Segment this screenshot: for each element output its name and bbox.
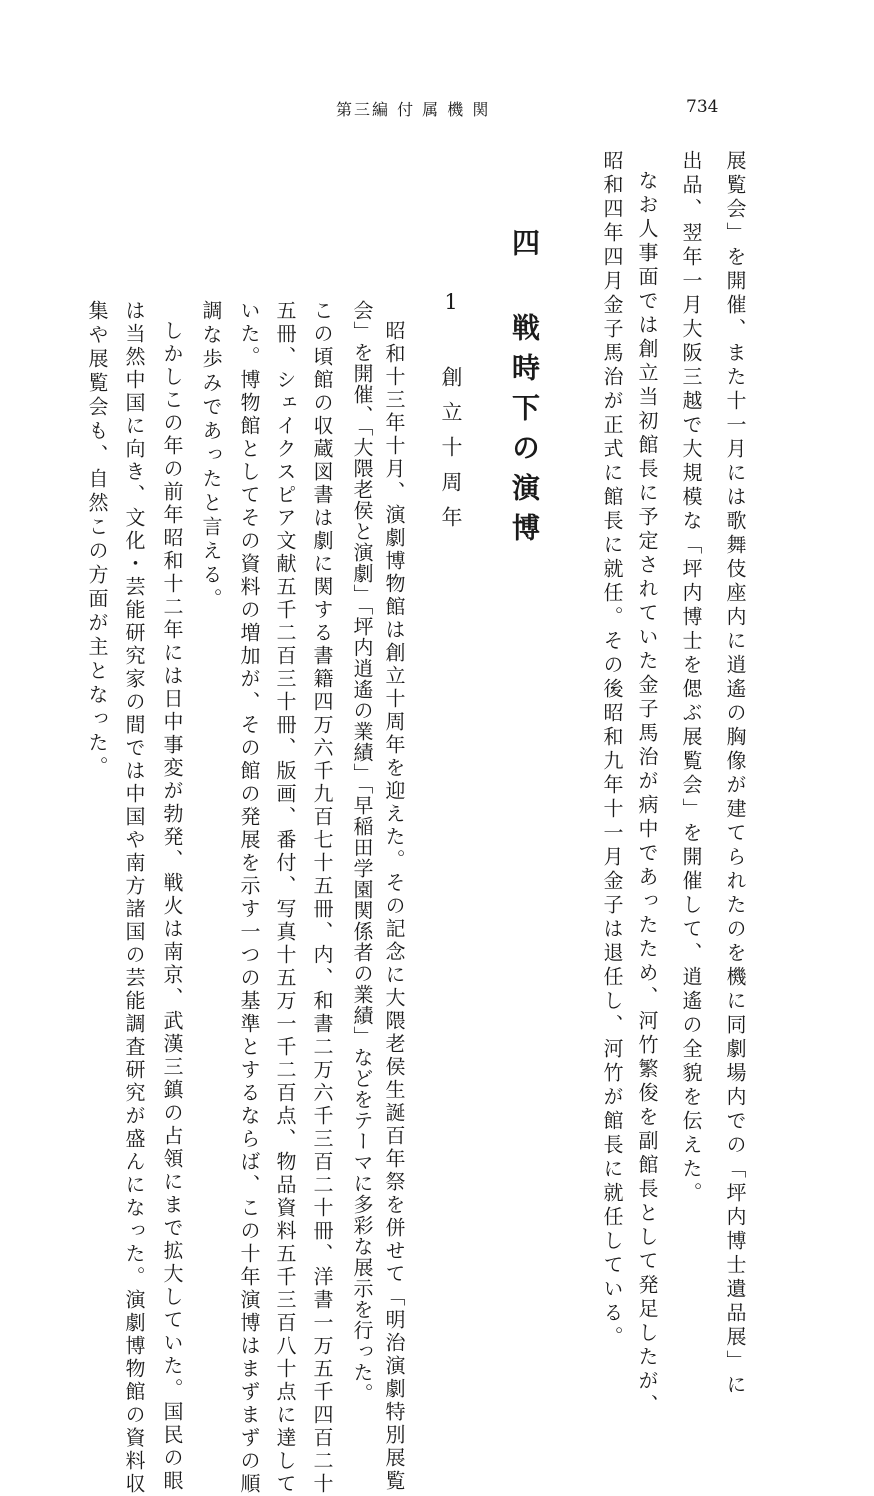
section-title: 四 戦時下の演博 xyxy=(508,228,541,553)
page-number: 734 xyxy=(686,97,719,117)
text-column-6: 会」を開催、「大隈老侯と演劇」「坪内逍遙の業績」「早稲田学園関係者の業績」などをテーマに多彩な展示を行った。 xyxy=(350,300,374,1404)
text-column-3: なお人事面では創立当初館長に予定されていた金子馬治が病中であったため、河竹繁俊を副館長として発足したが、 xyxy=(635,170,659,1418)
text-column-1: 展覧会」を開催、また十一月には歌舞伎座内に逍遙の胸像が建てられたのを機に同劇場内での「坪内博士遺品展」に xyxy=(723,150,747,1398)
text-column-2: 出品、翌年一月大阪三越で大規模な「坪内博士を偲ぶ展覧会」を開催して、逍遙の全貌を伝えた。 xyxy=(679,150,703,1206)
text-column-7: この頃館の収蔵図書は劇に関する書籍四万六千九百七十五冊、内、和書二万六千三百二十冊、洋書一万五千四百二十 xyxy=(310,300,334,1496)
text-column-4: 昭和四年四月金子馬治が正式に館長に就任。その後昭和九年十一月金子は退任し、河竹が館長に就任している。 xyxy=(600,150,624,1350)
text-column-9: いた。博物館としてその資料の増加が、その館の発展を示す一つの基準とするならば、この十年演博はまずまずの順 xyxy=(237,300,261,1496)
text-column-13: 集や展覧会も、自然この方面が主となった。 xyxy=(85,300,109,780)
text-column-8: 五冊、シェイクスピア文献五千二百三十冊、版画、番付、写真十五万一千二百点、物品資料五千三百八十点に達して xyxy=(273,300,297,1496)
subsection-title: 1 創立十周年 xyxy=(439,290,463,541)
text-column-10: 調な歩みであったと言える。 xyxy=(199,300,223,612)
text-column-5: 昭和十三年十月、演劇博物館は創立十周年を迎えた。その記念に大隈老侯生誕百年祭を併せて「明治演劇特別展覧 xyxy=(382,320,406,1493)
running-title: 第三編 付 属 機 関 xyxy=(336,100,491,119)
text-column-11: しかしこの年の前年昭和十二年には日中事変が勃発、戦火は南京、武漢三鎮の占領にまで拡大していた。国民の眼 xyxy=(160,320,184,1493)
text-column-12: は当然中国に向き、文化・芸能研究家の間では中国や南方諸国の芸能調査研究が盛んになった。演劇博物館の資料収 xyxy=(122,300,146,1496)
running-header xyxy=(0,97,874,123)
